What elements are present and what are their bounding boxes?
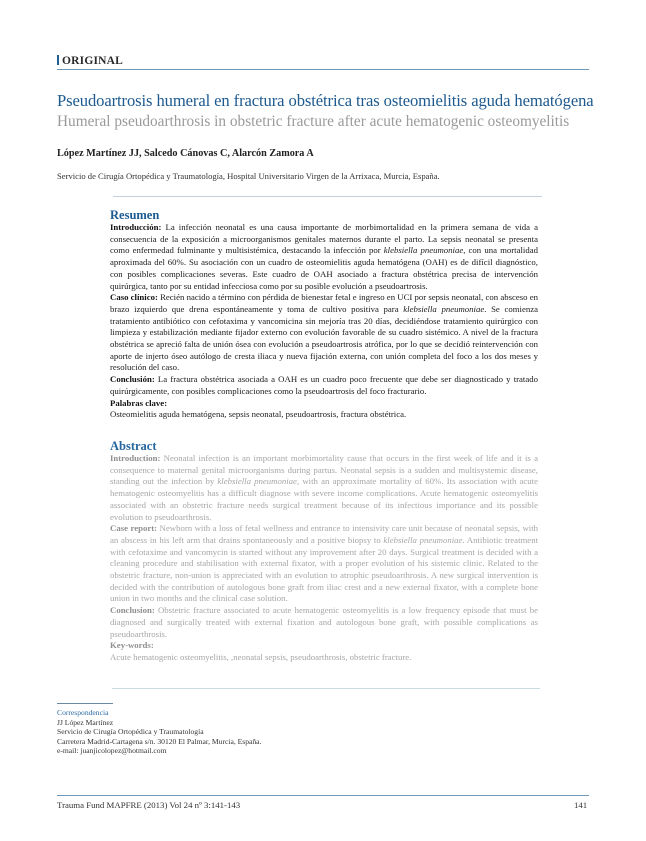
abstract-introduction (110, 453, 538, 523)
abstract-case-text-1: Newborn with a loss of fetal wellness and entrance to intensivity care unit because of neonatal sepsis, with an abscess in his left arm that drains spontaneously and a positive biopsy to (110, 523, 538, 545)
resumen-conclusion-text: La fractura obstétrica asociada a OAH es un cuadro poco frecuente que debe ser diagnosticado y tratado quirúrgicamente, con posibles complicaciones como la pseudoartrosis del foco fracturario. (110, 374, 538, 396)
correspondence-divider (57, 703, 113, 704)
article-authors: López Martínez JJ, Salcedo Cánovas C, Alarcón Zamora A (57, 148, 314, 159)
abstract-intro-label: Introduction: (110, 453, 161, 463)
abstract-heading: Abstract (110, 439, 157, 453)
resumen-keywords-label: Palabras clave: (110, 397, 168, 408)
section-marker-icon (57, 55, 59, 65)
header-divider (57, 69, 589, 70)
abstract-case-text-2: . Antibiotic treatment with cefotaxime and vancomycin is started without any improvement after 20 days. Surgical treatment is decided with a cleaning procedure and stabilisation with external fixator, with a proper evolution of his sistemic clinic. Related to the obstetric fracture, non-union is appreciated with an evolution to atrophic pseudoarthrosis. A new surgical intervention is decided with the contribution of autologous bone graft from iliac crest and a new external fixator, with a complete bone union in two months and the clinical case solution. (110, 534, 538, 604)
correspondence-department: Servicio de Cirugía Ortopédica y Traumatología (57, 727, 204, 736)
section-label (57, 55, 123, 67)
resumen-introduction (110, 222, 538, 292)
abstract-top-divider (113, 196, 542, 197)
abstract-keywords-label: Key-words: (110, 640, 154, 651)
correspondence-block (57, 708, 261, 756)
resumen-case-text-1: Recién nacido a término con pérdida de bienestar fetal e ingreso en UCI por sepsis neonatal, con absceso en brazo izquierdo que drena espontáneamente y toma de cultivo positiva para (110, 292, 538, 314)
resumen-intro-text-1: La infección neonatal es una causa importante de morbimortalidad en la primera semana de vida a consecuencia de la exposición a microorganismos genitales maternos durante el parto. La sepsis neonatal se presenta como enfermedad fulminante y multisistémica, destacando la infección por (110, 222, 538, 256)
correspondence-name: JJ López Martínez (57, 717, 114, 727)
resumen-case-label: Caso clínico: (110, 292, 158, 303)
abstract-conclusion (110, 605, 538, 640)
article-affiliation: Servicio de Cirugía Ortopédica y Traumatología, Hospital Universitario Virgen de la Arrixaca, Murcia, España. (57, 171, 440, 181)
footer-divider (57, 795, 589, 796)
resumen-conclusion (110, 374, 538, 397)
resumen-case (110, 292, 538, 374)
resumen-case-italic: klebsiella pneumoniae (403, 303, 485, 314)
resumen-conclusion-label: Conclusión: (110, 374, 155, 385)
abstract-bottom-divider (112, 688, 540, 689)
abstract-section (110, 439, 538, 664)
resumen-section (110, 208, 538, 421)
resumen-intro-text-2: , con una mortalidad aproximada del 60%. Su asociación con un cuadro de osteomielitis aguda hematógena (OAH) es de difícil diagnóstico, con posibles complicaciones severas. Este cuadro de OAH asociado a fractura obstétrica precisa de intervención quirúrgica, tanto por su entidad infecciosa como por su posible evolución a pseudoartrosis. (110, 245, 538, 291)
abstract-case-label: Case report: (110, 523, 158, 534)
article-title-english: Humeral pseudoarthrosis in obstetric fracture after acute hematogenic osteomyelitis (57, 113, 570, 130)
abstract-intro-text-1: Neonatal infection is an important morbimortality cause that occurs in the first week of life and it is a consequence to maternal genital microorganisms during partus. Neonatal sepsis is a sudden and multisystemic disease, standing out the infection by (110, 453, 538, 487)
page-number: 141 (574, 800, 588, 810)
abstract-conclusion-label: Conclusion: (110, 605, 155, 616)
abstract-case (110, 523, 538, 605)
resumen-intro-italic: klebsiella pneumoniae (383, 245, 464, 256)
correspondence-email[interactable]: e-mail: juanjicolopez@hotmail.com (57, 746, 167, 755)
abstract-keywords: Acute hematogenic osteomyelitis, ,neonatal sepsis, pseudoarthrosis, obstetric fracture. (110, 651, 412, 662)
section-label-text: ORIGINAL (62, 55, 124, 67)
article-title-spanish: Pseudoartrosis humeral en fractura obstétrica tras osteomielitis aguda hematógena (57, 91, 594, 110)
correspondence-title: Correspondencia (57, 708, 109, 717)
footer-citation: Trauma Fund MAPFRE (2013) Vol 24 nº 3:141-143 (57, 800, 241, 810)
abstract-intro-text-2: , with an approximate mortality of 60%. Its association with acute hematogenic osteomyelitis has a difficult diagnose with severe income complications. Acute hematogenic osteomyelitis associated with an obstetric fracture needs surgical treatment because of its infectious importance and its possible evolution to pseudoarthrosis. (110, 476, 538, 522)
correspondence-address: Carretera Madrid-Cartagena s/n. 30120 El Palmar, Murcia, España. (57, 736, 262, 746)
abstract-intro-italic: klebsiella pneumoniae (217, 476, 297, 487)
resumen-case-text-2: . Se comienza tratamiento antibiótico con cefotaxima y vancomicina sin mejoría tras 20 días, decidiéndose tratamiento quirúrgico con limpieza y estabilización mediante fijador externo con evolución favorable de su cuadro sistémico. A nivel de la fractura obstétrica se apreció falta de unión ósea con evolución a pseudoartrosis atrófica, por lo que se decidió reintervención con aporte de injerto óseo autólogo de cresta iliaca y nueva fijación externa, con unión completa del foco a los dos meses y resolución del caso. (110, 303, 538, 373)
resumen-heading: Resumen (110, 208, 160, 222)
abstract-case-italic: klebsiella pneumoniae (383, 534, 463, 545)
resumen-intro-label: Introducción: (110, 222, 162, 232)
abstract-conclusion-text: Obstetric fracture associated to acute hematogenic osteomyelitis is a low frequency episode that must be diagnosed and surgically treated with external fixation and autologous bone graft, with possible complications as pseudoarthrosis. (110, 605, 538, 639)
resumen-keywords: Osteomielitis aguda hematógena, sepsis neonatal, pseudoartrosis, fractura obstétrica. (110, 409, 407, 420)
